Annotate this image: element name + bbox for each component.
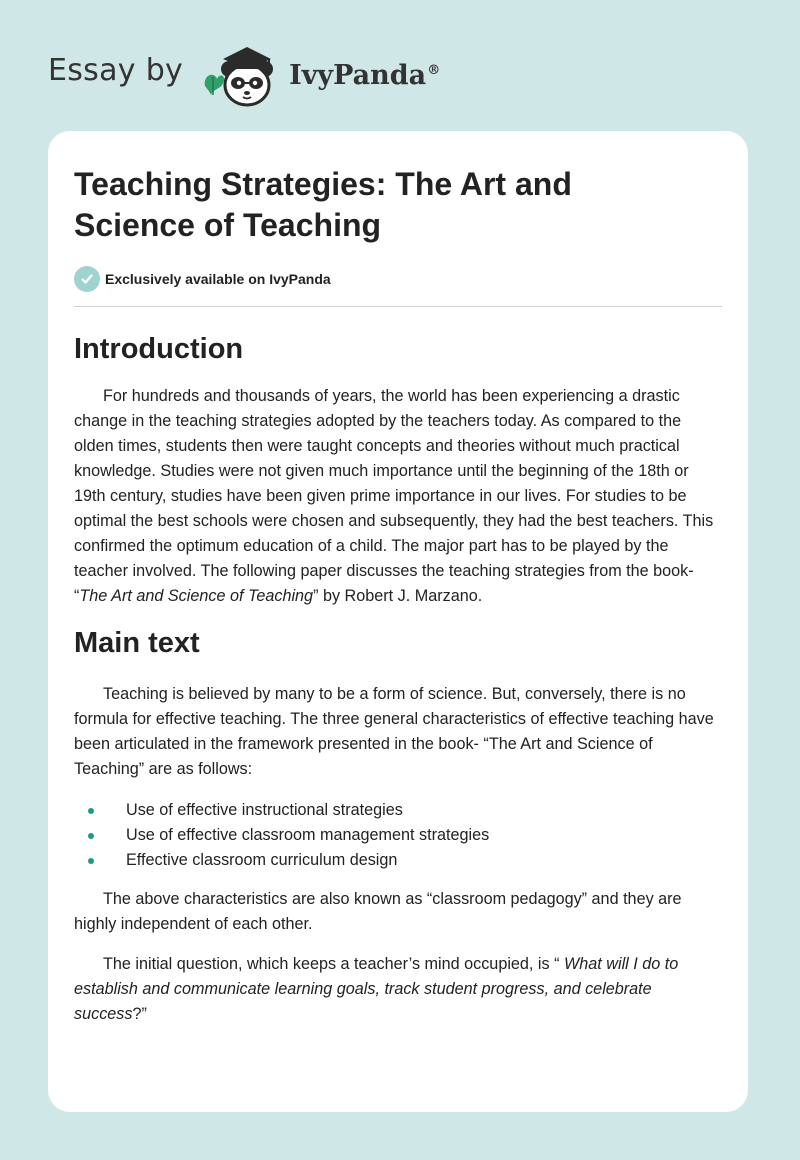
characteristics-list (74, 798, 722, 873)
registered-mark: ® (427, 62, 441, 78)
brand-name[interactable]: IvyPanda® (289, 59, 441, 91)
list-item: Use of effective classroom management strategies (74, 823, 722, 848)
bullet-icon (88, 858, 94, 864)
divider (74, 306, 722, 307)
exclusive-badge (74, 266, 722, 292)
essay-by-label: Essay by (48, 52, 184, 88)
book-title: The Art and Science of Teaching (79, 587, 314, 605)
exclusive-badge-text: Exclusively available on IvyPanda (105, 271, 331, 287)
intro-paragraph: For hundreds and thousands of years, the world has been experiencing a drastic change in the teaching strategies adopted by the teachers today. As compared to the olden times, students then were taught concepts and theories without much practical knowledge. Studies were not given much importance until the beginning of the 18th or 19th century, studies have been given prime importance in our lives. For studies to be optimal the best schools were chosen and subsequently, they had the best teachers. This confirmed the optimum education of a child. The major part has to be played by the teacher involved. The following paper discusses the teaching strategies from the book- “The Art and Science of Teaching” by Robert J. Marzano. (74, 387, 714, 605)
panda-logo-icon[interactable] (199, 37, 285, 109)
essay-card (48, 131, 748, 1112)
list-item: Effective classroom curriculum design (74, 848, 722, 873)
essay-title: Teaching Strategies: The Art and Science of Teaching (74, 166, 572, 243)
quoted-question: What will I do to establish and communicate learning goals, track student progress, and celebrate success (74, 955, 679, 1023)
heading-main-text: Main text (74, 627, 200, 659)
main-paragraph-1: Teaching is believed by many to be a form of science. But, conversely, there is no formula for effective teaching. The three general characteristics of effective teaching have been articulated in the framework presented in the book- “The Art and Science of Teaching” are as follows: (74, 685, 714, 778)
check-icon (74, 266, 100, 292)
main-paragraph-3: The initial question, which keeps a teacher’s mind occupied, is “ What will I do to establish and communicate learning goals, track student progress, and celebrate success?” (74, 955, 679, 1023)
heading-introduction: Introduction (74, 333, 244, 365)
list-item: Use of effective instructional strategies (74, 798, 722, 823)
bullet-icon (88, 808, 94, 814)
bullet-icon (88, 833, 94, 839)
site-header (48, 38, 440, 108)
main-paragraph-2: The above characteristics are also known as “classroom pedagogy” and they are highly independent of each other. (74, 890, 682, 933)
